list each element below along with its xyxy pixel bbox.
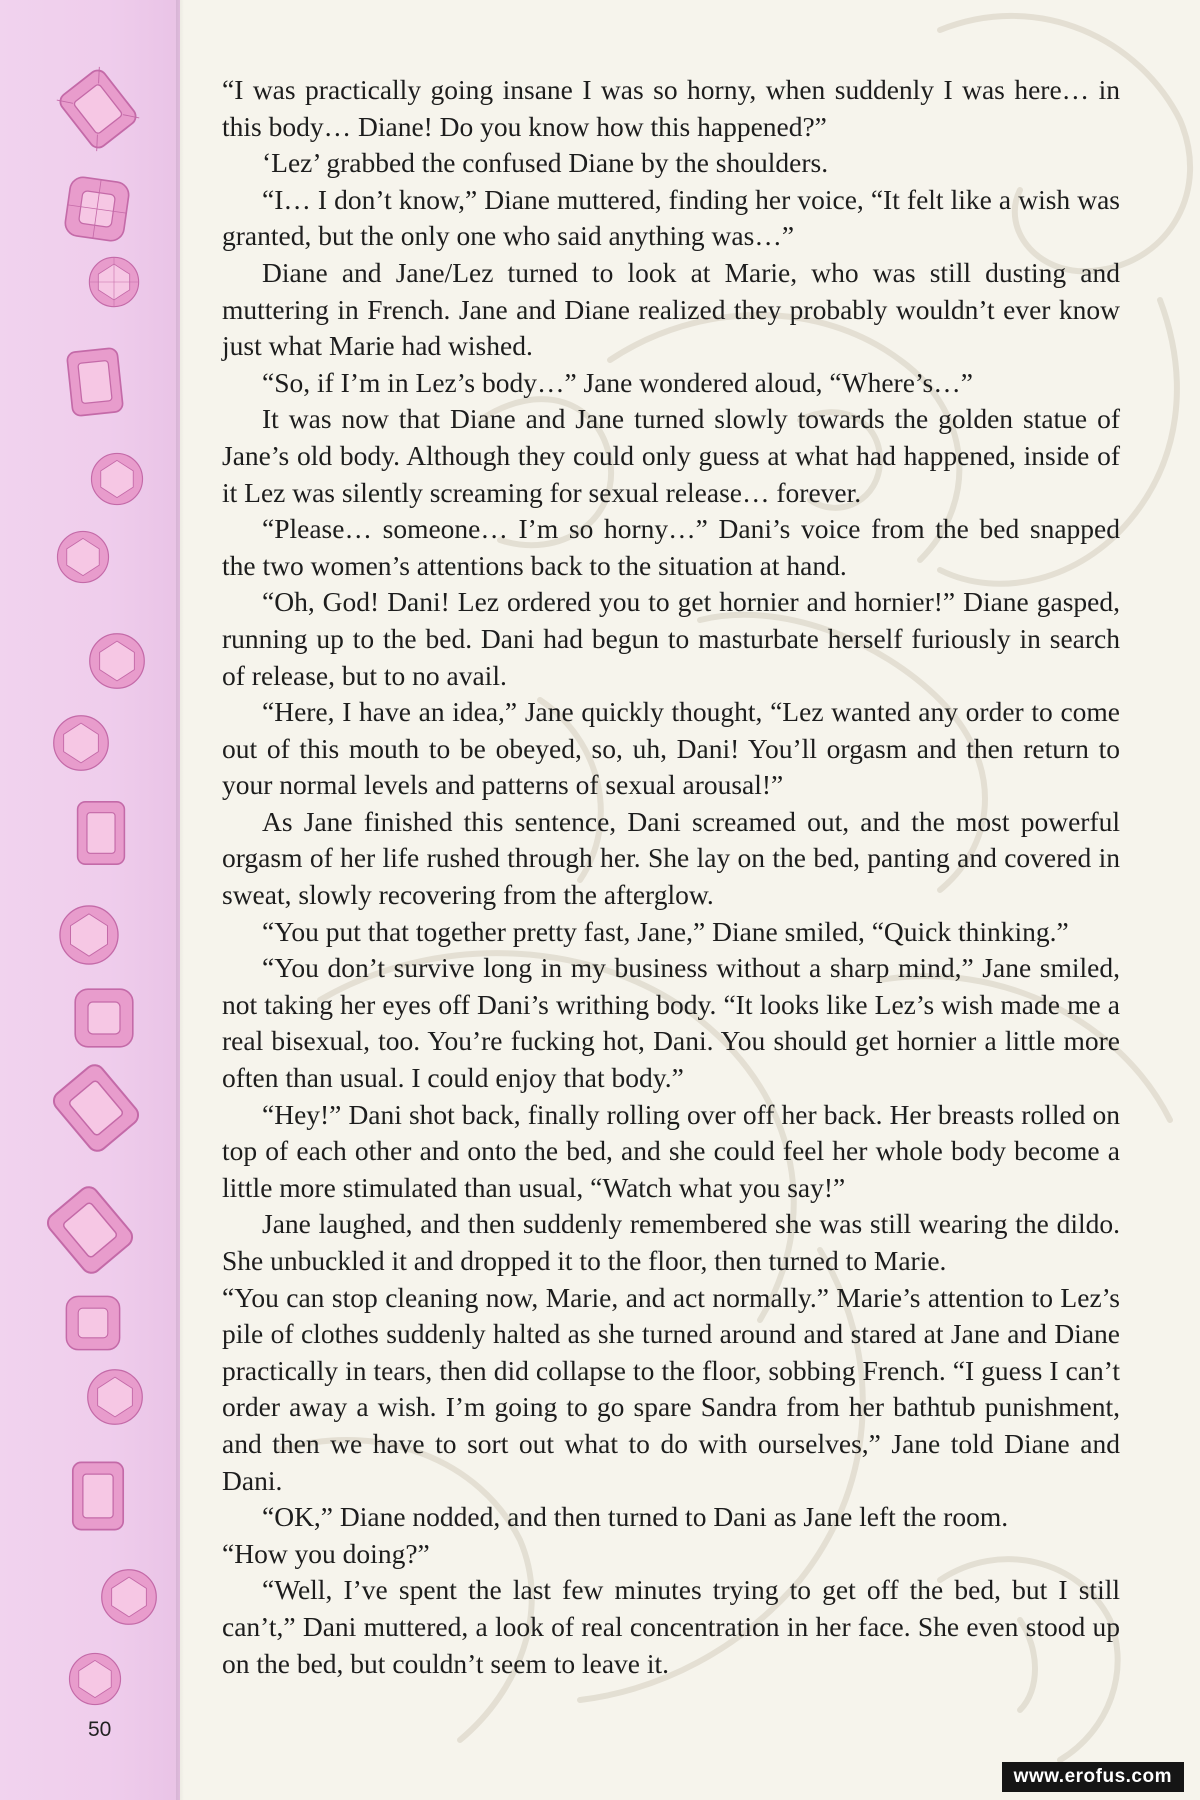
paragraph: “Well, I’ve spent the last few minutes trying to get off the bed, but I still can’t,” Dani muttered, a look of real concentration in her face. She even stood up on the bed, but couldn’t seem to leave it. bbox=[222, 1574, 1120, 1679]
round-gem-icon bbox=[54, 528, 112, 586]
round-gem-icon bbox=[84, 1366, 146, 1428]
paragraph: “Here, I have an idea,” Jane quickly thought, “Lez wanted any order to come out of this mouth to be obeyed, so, uh, Dani! You’ll orgasm and then return to your normal levels and patterns of sexual arousal!” bbox=[222, 696, 1120, 801]
paragraph: “You don’t survive long in my business without a sharp mind,” Jane smiled, not taking her eyes off Dani’s writhing body. “It looks like Lez’s wish made me a real bisexual, too. You’re fucking hot, Dani. You should get hornier a little more often than usual. I could enjoy that body.” bbox=[222, 952, 1120, 1094]
site-watermark-label: www.erofus.com bbox=[1002, 1762, 1184, 1792]
round-gem-icon bbox=[98, 1566, 160, 1628]
cushion-gem-icon bbox=[56, 1286, 130, 1360]
paragraph: “Oh, God! Dani! Lez ordered you to get hornier and hornier!” Diane gasped, running up to the bed. Dani had begun to masturbate herself furiously in search of release, but to no avail. bbox=[222, 586, 1120, 691]
paragraph: ‘Lez’ grabbed the confused Diane by the shoulders. bbox=[262, 147, 829, 179]
round-gem-icon bbox=[56, 902, 122, 968]
paragraph: Jane laughed, and then suddenly remembered she was still wearing the dildo. She unbuckled it and dropped it to the floor, then turned to Marie. bbox=[222, 1208, 1120, 1276]
round-gem-icon bbox=[66, 1650, 124, 1708]
emerald-gem-icon bbox=[40, 1178, 140, 1282]
emerald-gem-icon bbox=[56, 1452, 140, 1540]
story-text bbox=[222, 72, 1120, 1682]
paragraph: “You put that together pretty fast, Jane,” Diane smiled, “Quick thinking.” bbox=[262, 915, 1069, 947]
emerald-gem-icon bbox=[46, 1058, 146, 1158]
round-gem-icon bbox=[88, 450, 146, 508]
emerald-gem-icon bbox=[52, 340, 138, 424]
cushion-gem-icon bbox=[56, 168, 138, 250]
page-number: 50 bbox=[88, 1718, 112, 1741]
paragraph: Diane and Jane/Lez turned to look at Marie, who was still dusting and muttering in French. Jane and Diane realized they probably wouldn’t ever know just what Marie had wished. bbox=[222, 256, 1120, 362]
cushion-gem-icon bbox=[64, 978, 144, 1058]
paragraph: “You can stop cleaning now, Marie, and act normally.” Marie’s attention to Lez’s pile of clothes suddenly halted as she turned around and stared at Jane and Diane practically in tears, then did collapse to the floor, sobbing French. “I guess I can’t order away a wish. I’m going to go spare Sandra from her bathtub punishment, and then we have to sort out what to do with ourselves,” Jane told Diane and Dani. bbox=[222, 1281, 1120, 1496]
round-gem-icon bbox=[86, 630, 148, 692]
emerald-gem-icon bbox=[62, 790, 140, 876]
emerald-gem-icon bbox=[50, 64, 146, 154]
round-gem-icon bbox=[86, 254, 142, 310]
paragraph: As Jane finished this sentence, Dani screamed out, and the most powerful orgasm of her life rushed through her. She lay on the bed, panting and covered in sweat, slowly recovering from the afterglow. bbox=[222, 805, 1120, 911]
paragraph: It was now that Diane and Jane turned slowly towards the golden statue of Jane’s old body. Although they could only guess at what had happened, inside of it Lez was silently screaming for sexual release… forever. bbox=[222, 403, 1120, 508]
round-gem-icon bbox=[50, 712, 112, 774]
sidebar-shadow bbox=[176, 0, 184, 1800]
paragraph: “I was practically going insane I was so horny, when suddenly I was here… in this body… Diane! Do you know how this happened?” bbox=[222, 74, 1120, 142]
paragraph: “OK,” Diane nodded, and then turned to Dani as Jane left the room. bbox=[262, 1501, 1009, 1533]
paragraph: “Hey!” Dani shot back, finally rolling over off her back. Her breasts rolled on top of each other and onto the bed, and she could feel her whole body become a little more stimulated than usual, “Watch what you say!” bbox=[222, 1098, 1120, 1203]
paragraph: “Please… someone… I’m so horny…” Dani’s voice from the bed snapped the two women’s attentions back to the situation at hand. bbox=[222, 513, 1120, 581]
paragraph: “How you doing?” bbox=[222, 1537, 430, 1569]
paragraph: “I… I don’t know,” Diane muttered, finding her voice, “It felt like a wish was granted, but the only one who said anything was…” bbox=[222, 183, 1120, 252]
paragraph: “So, if I’m in Lez’s body…” Jane wondered aloud, “Where’s…” bbox=[262, 366, 973, 398]
